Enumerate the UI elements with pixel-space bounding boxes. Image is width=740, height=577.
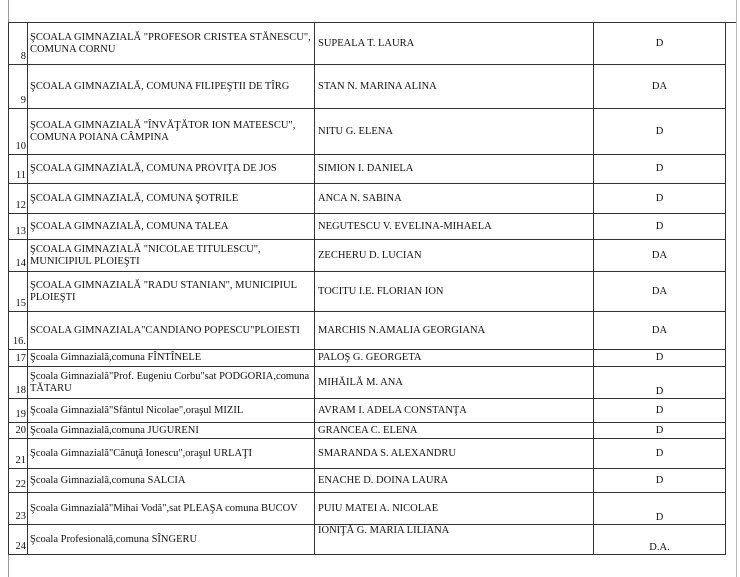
table-row — [9, 109, 726, 155]
table-row — [9, 469, 726, 493]
answer-mark: DA — [594, 272, 726, 312]
table-row — [9, 350, 726, 367]
table-row — [9, 23, 726, 65]
table-row — [9, 367, 726, 399]
answer-mark: D — [594, 423, 726, 439]
row-number: 21 — [9, 439, 28, 469]
person-name: TOCITU I.E. FLORIAN ION — [315, 272, 594, 312]
row-number: 19 — [9, 399, 28, 423]
answer-mark: D — [594, 367, 726, 399]
row-number: 9 — [9, 65, 28, 109]
person-name: PALOŞ G. GEORGETA — [315, 350, 594, 367]
row-number: 11 — [9, 155, 28, 184]
person-name: ENACHE D. DOINA LAURA — [315, 469, 594, 493]
school-name: ŞCOALA GIMNAZIALĂ "NICOLAE TITULESCU", MUNICIPIUL PLOIEŞTI — [28, 240, 315, 272]
school-name: Şcoala Gimnazială,comuna JUGURENI — [28, 423, 315, 439]
row-number: 17 — [9, 350, 28, 367]
row-number: 16. — [9, 312, 28, 350]
answer-mark: D — [594, 109, 726, 155]
answer-mark: D — [594, 350, 726, 367]
answer-mark: DA — [594, 240, 726, 272]
school-name: Şcoala Gimnazială"Mihai Vodă",sat PLEAŞA comuna BUCOV — [28, 493, 315, 525]
person-name: STAN N. MARINA ALINA — [315, 65, 594, 109]
person-name: MIHĂILĂ M. ANA — [315, 367, 594, 399]
school-name: ŞCOALA GIMNAZIALĂ, COMUNA TALEA — [28, 214, 315, 240]
table-row — [9, 399, 726, 423]
person-name: PUIU MATEI A. NICOLAE — [315, 493, 594, 525]
school-name: Şcoala Gimnazială"Sfântul Nicolae",oraşul MIZIL — [28, 399, 315, 423]
answer-mark: D.A. — [594, 525, 726, 555]
person-name: NITU G. ELENA — [315, 109, 594, 155]
person-name: IONIŢĂ G. MARIA LILIANA — [315, 525, 594, 555]
row-number: 14 — [9, 240, 28, 272]
school-assignment-table — [8, 22, 726, 555]
person-name: NEGUTESCU V. EVELINA-MIHAELA — [315, 214, 594, 240]
person-name: SUPEALA T. LAURA — [315, 23, 594, 65]
table-row — [9, 184, 726, 214]
school-name: Şcoala Gimnazială"Cănuţă Ionescu",oraşul URLAŢI — [28, 439, 315, 469]
table-row — [9, 525, 726, 555]
school-name: ŞCOALA GIMNAZIALĂ, COMUNA ŞOTRILE — [28, 184, 315, 214]
answer-mark: D — [594, 493, 726, 525]
school-name: Şcoala Profesională,comuna SÎNGERU — [28, 525, 315, 555]
answer-mark: D — [594, 439, 726, 469]
person-name: AVRAM I. ADELA CONSTANŢA — [315, 399, 594, 423]
table-row — [9, 272, 726, 312]
table-row — [9, 423, 726, 439]
answer-mark: D — [594, 399, 726, 423]
answer-mark: DA — [594, 312, 726, 350]
row-number: 24 — [9, 525, 28, 555]
school-name: ŞCOALA GIMNAZIALĂ "RADU STANIAN", MUNICIPIUL PLOIEŞTI — [28, 272, 315, 312]
row-number: 8 — [9, 23, 28, 65]
answer-mark: D — [594, 23, 726, 65]
table-row — [9, 214, 726, 240]
answer-mark: D — [594, 184, 726, 214]
person-name: SMARANDA S. ALEXANDRU — [315, 439, 594, 469]
school-name: ŞCOALA GIMNAZIALĂ "PROFESOR CRISTEA STĂNESCU", COMUNA CORNU — [28, 23, 315, 65]
table-row — [9, 155, 726, 184]
row-number: 10 — [9, 109, 28, 155]
answer-mark: DA — [594, 65, 726, 109]
table-row — [9, 439, 726, 469]
school-name: Şcoala Gimnazială"Prof. Eugeniu Corbu"sat PODGORIA,comuna TĂTARU — [28, 367, 315, 399]
previous-row-strip — [8, 0, 736, 23]
row-number: 22 — [9, 469, 28, 493]
person-name: ANCA N. SABINA — [315, 184, 594, 214]
person-name: SIMION I. DANIELA — [315, 155, 594, 184]
school-name: Şcoala Gimnazială,comuna FÎNTÎNELE — [28, 350, 315, 367]
row-number: 15 — [9, 272, 28, 312]
row-number: 13 — [9, 214, 28, 240]
table-row — [9, 240, 726, 272]
school-name: SCOALA GIMNAZIALA"CANDIANO POPESCU"PLOIESTI — [28, 312, 315, 350]
table-row — [9, 312, 726, 350]
answer-mark: D — [594, 469, 726, 493]
table-row — [9, 493, 726, 525]
person-name: GRANCEA C. ELENA — [315, 423, 594, 439]
row-number: 23 — [9, 493, 28, 525]
table-row — [9, 65, 726, 109]
row-number: 20 — [9, 423, 28, 439]
answer-mark: D — [594, 155, 726, 184]
page-right-edge — [736, 0, 737, 577]
row-number: 18 — [9, 367, 28, 399]
school-name: ŞCOALA GIMNAZIALĂ, COMUNA FILIPEŞTII DE TÎRG — [28, 65, 315, 109]
person-name: ZECHERU D. LUCIAN — [315, 240, 594, 272]
answer-mark: D — [594, 214, 726, 240]
school-name: ŞCOALA GIMNAZIALĂ, COMUNA PROVIŢA DE JOS — [28, 155, 315, 184]
school-name: ŞCOALA GIMNAZIALĂ "ÎNVĂŢĂTOR ION MATEESCU", COMUNA POIANA CÂMPINA — [28, 109, 315, 155]
row-number: 12 — [9, 184, 28, 214]
school-name: Şcoala Gimnazială,comuna SALCIA — [28, 469, 315, 493]
person-name: MARCHIS N.AMALIA GEORGIANA — [315, 312, 594, 350]
